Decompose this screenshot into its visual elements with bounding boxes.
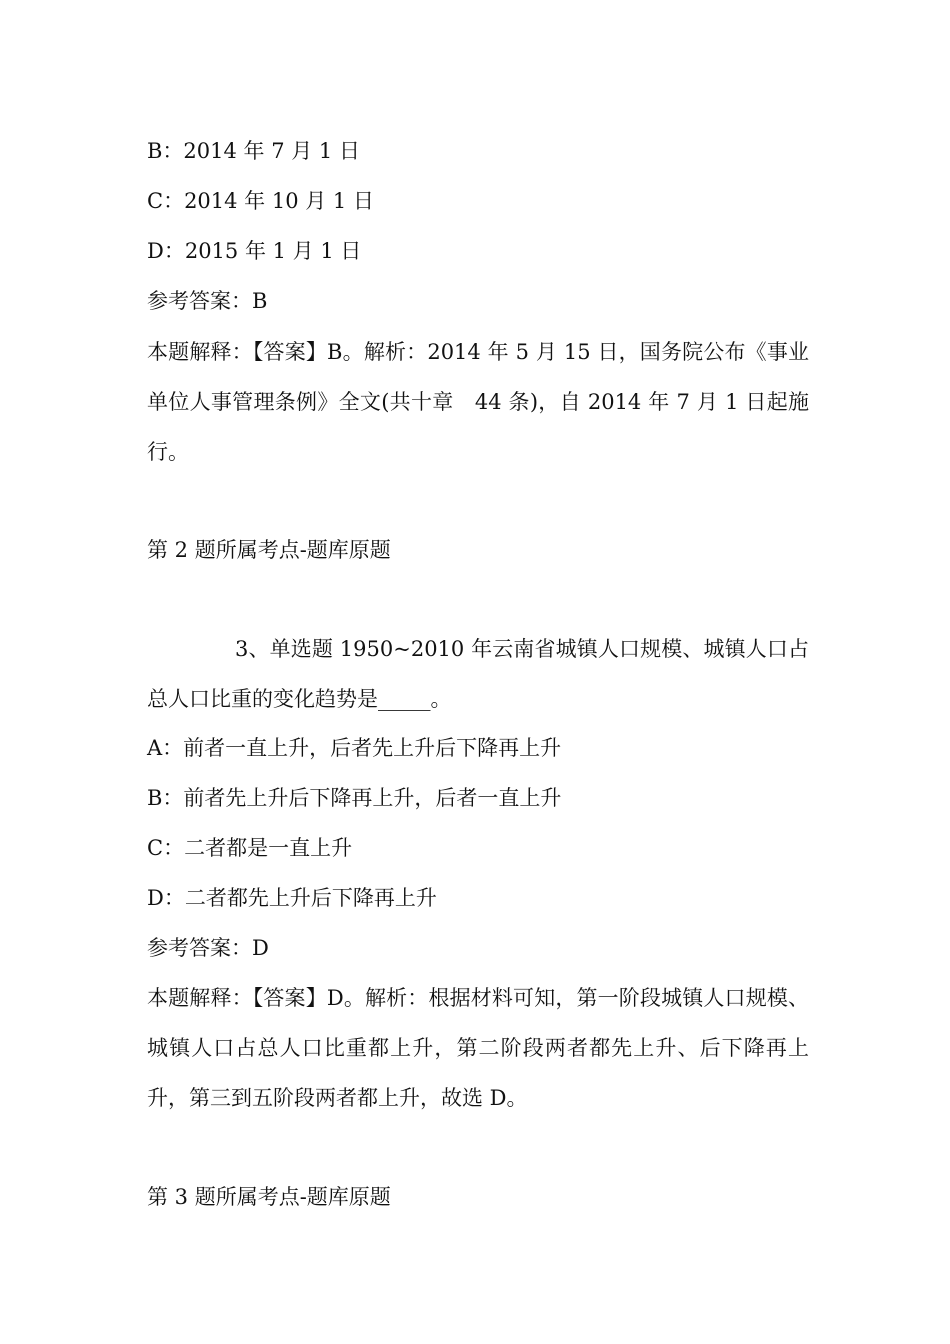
q1-answer: 参考答案：B bbox=[147, 289, 268, 313]
q3-option-c: C：二者都是一直上升 bbox=[147, 836, 353, 860]
q1-option-b: B：2014 年 7 月 1 日 bbox=[147, 139, 360, 163]
q3-knowledge-point: 第 3 题所属考点-题库原题 bbox=[147, 1185, 391, 1209]
q3-answer: 参考答案：D bbox=[147, 936, 269, 960]
q1-explanation: 本题解释：【答案】B。解析：2014 年 5 月 15 日，国务院公布《事业单位人事管理条例》全文(共十章 44 条)，自 2014 年 7 月 1 日起施行。 bbox=[147, 340, 809, 464]
q1-option-d: D：2015 年 1 月 1 日 bbox=[147, 239, 362, 263]
q3-stem: 3、单选题 1950~2010 年云南省城镇人口规模、城镇人口占总人口比重的变化趋势是_____。 bbox=[147, 637, 809, 711]
q3-explanation: 本题解释：【答案】D。解析：根据材料可知，第一阶段城镇人口规模、城镇人口占总人口比重都上升，第二阶段两者都先上升、后下降再上升，第三到五阶段两者都上升，故选 D。 bbox=[147, 986, 809, 1110]
q3-option-a: A：前者一直上升，后者先上升后下降再上升 bbox=[147, 736, 562, 760]
q3-option-b: B：前者先上升后下降再上升，后者一直上升 bbox=[147, 786, 562, 810]
q3-option-d: D：二者都先上升后下降再上升 bbox=[147, 886, 437, 910]
q1-option-c: C：2014 年 10 月 1 日 bbox=[147, 189, 374, 213]
q2-knowledge-point: 第 2 题所属考点-题库原题 bbox=[147, 538, 391, 562]
